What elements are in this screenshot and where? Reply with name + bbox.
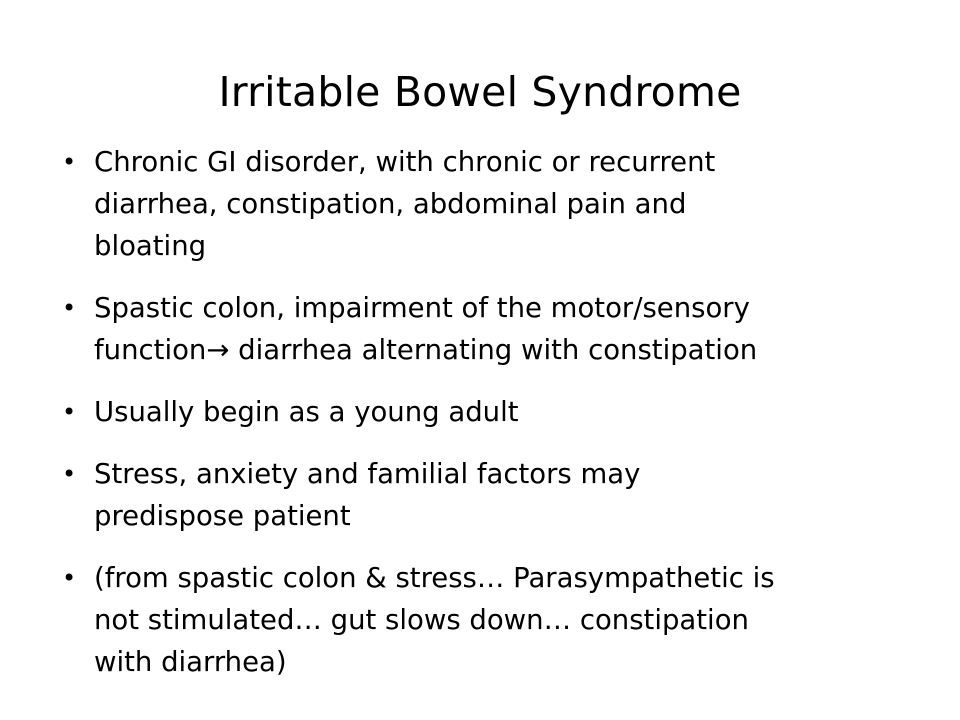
bullet-item [60,141,920,267]
bullet-text: Spastic colon, impairment of the motor/sensory function→ diarrhea alternating with constipation [94,292,758,366]
bullet-dot-icon: • [62,294,77,322]
bullet-list [60,141,920,703]
bullet-item [60,557,920,683]
bullet-text: Usually begin as a young adult [94,396,519,428]
bullet-text: Chronic GI disorder, with chronic or recurrent diarrhea, constipation, abdominal pain and bloating [94,146,716,262]
bullet-dot-icon: • [62,564,77,592]
bullet-item [60,287,920,371]
bullet-item [60,391,920,433]
slide-title: Irritable Bowel Syndrome [218,68,742,116]
bullet-dot-icon: • [62,398,77,426]
bullet-text: Stress, anxiety and familial factors may predispose patient [94,458,641,532]
bullet-text: (from spastic colon & stress… Parasympathetic is not stimulated… gut slows down… constipation with diarrhea) [94,562,775,678]
bullet-dot-icon: • [62,460,77,488]
bullet-item [60,453,920,537]
bullet-dot-icon: • [62,148,77,176]
